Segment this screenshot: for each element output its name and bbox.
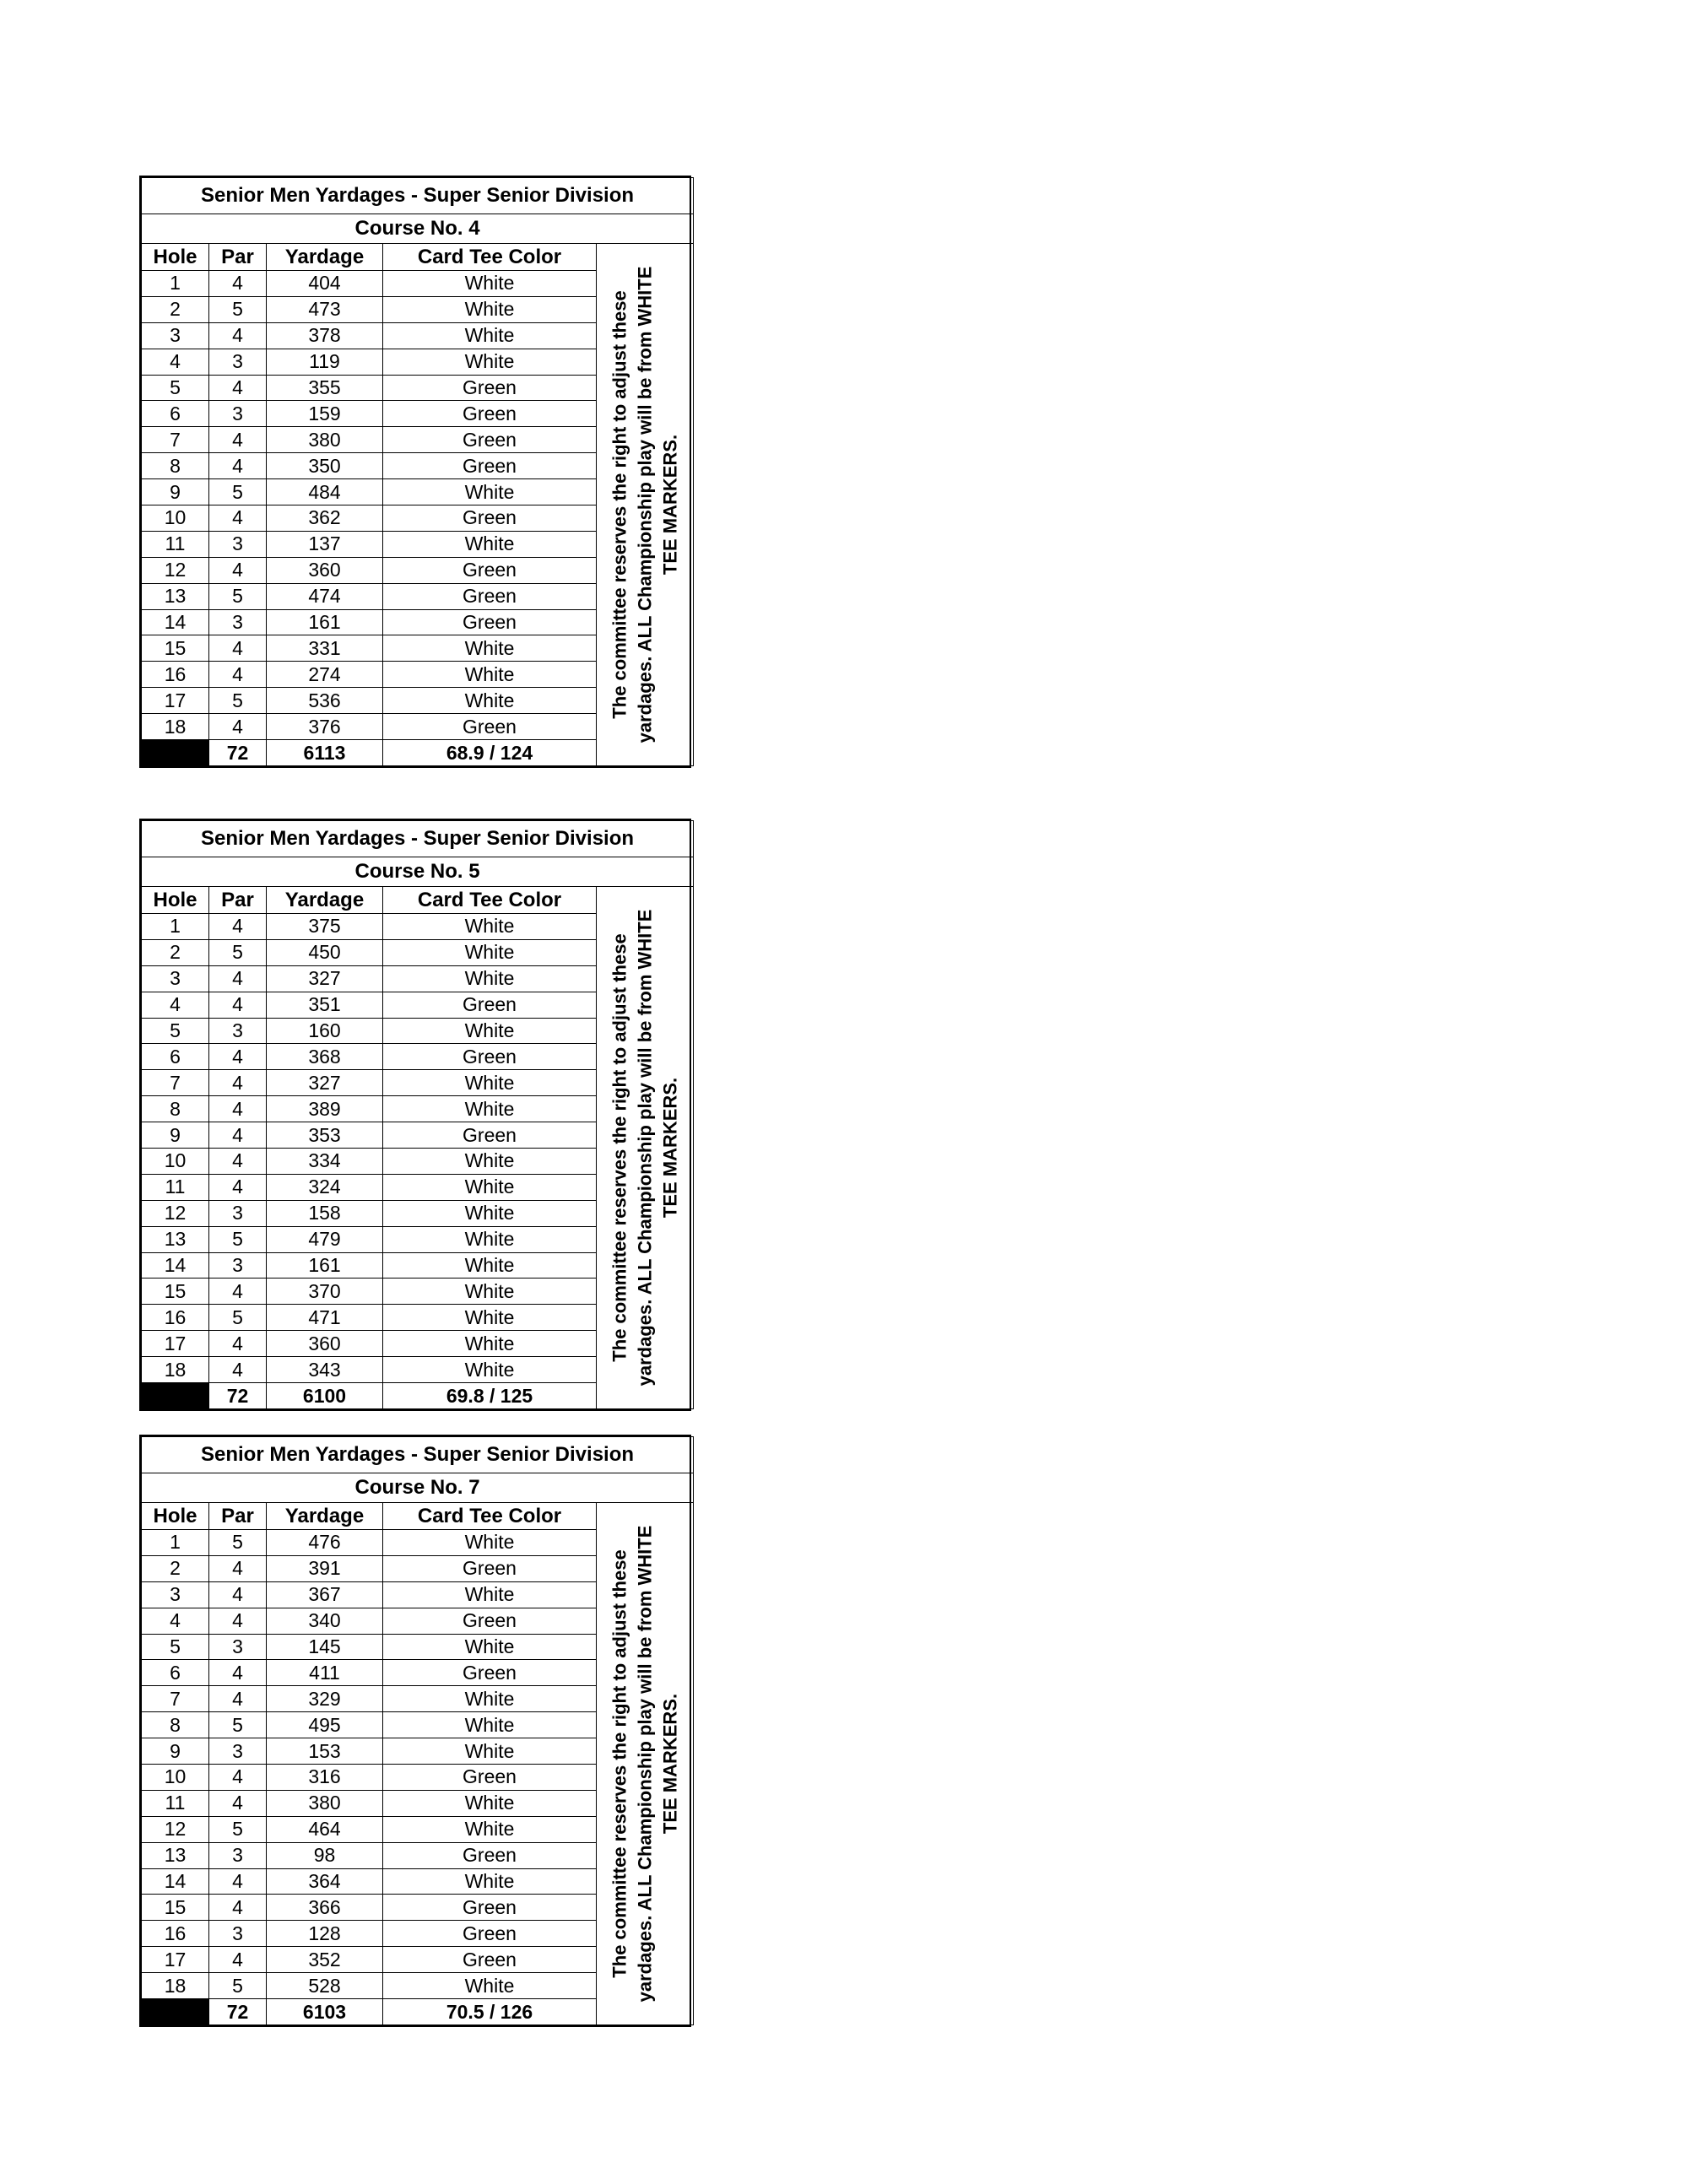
- yardage-cell: 327: [267, 1070, 383, 1096]
- tee-color-cell: Green: [383, 609, 597, 635]
- hole-cell: 16: [142, 662, 209, 688]
- committee-note-wrap: [597, 887, 693, 1408]
- card-title: Senior Men Yardages - Super Senior Division: [142, 1437, 694, 1473]
- yardage-cell: 375: [267, 914, 383, 940]
- tee-color-cell: Green: [383, 1555, 597, 1581]
- yardage-cell: 473: [267, 296, 383, 322]
- yardage-card: [139, 819, 691, 1411]
- hole-cell: 18: [142, 714, 209, 740]
- par-cell: 4: [209, 1070, 267, 1096]
- column-header-yardage: Yardage: [267, 244, 383, 271]
- tee-color-cell: White: [383, 1712, 597, 1738]
- committee-note-wrap: [597, 1503, 693, 2025]
- par-cell: 4: [209, 635, 267, 662]
- tee-color-cell: White: [383, 635, 597, 662]
- par-cell: 4: [209, 453, 267, 479]
- par-cell: 3: [209, 1018, 267, 1044]
- tee-color-cell: White: [383, 479, 597, 505]
- yardage-cell: 450: [267, 939, 383, 965]
- yardage-cell: 128: [267, 1921, 383, 1947]
- totals-blank-cell: [142, 1383, 209, 1409]
- hole-cell: 2: [142, 296, 209, 322]
- yardage-cell: 362: [267, 505, 383, 532]
- total-yardage: 6100: [267, 1383, 383, 1409]
- tee-color-cell: Green: [383, 557, 597, 583]
- hole-cell: 12: [142, 557, 209, 583]
- yardage-table: [141, 820, 694, 1409]
- hole-cell: 17: [142, 688, 209, 714]
- par-cell: 4: [209, 662, 267, 688]
- tee-color-cell: White: [383, 1331, 597, 1357]
- yardage-cell: 479: [267, 1226, 383, 1252]
- column-header-hole: Hole: [142, 1503, 209, 1530]
- par-cell: 5: [209, 296, 267, 322]
- tee-color-cell: Green: [383, 1608, 597, 1634]
- yardage-card: [139, 176, 691, 768]
- hole-cell: 12: [142, 1816, 209, 1842]
- committee-note-line: yardages. ALL Championship play will be from WHITE: [634, 909, 656, 1387]
- yardage-cell: 528: [267, 1973, 383, 1999]
- committee-note-text: [607, 1526, 683, 2003]
- tee-color-cell: White: [383, 914, 597, 940]
- hole-cell: 13: [142, 1842, 209, 1868]
- tee-color-cell: White: [383, 296, 597, 322]
- totals-blank-cell: [142, 740, 209, 766]
- tee-color-cell: White: [383, 1357, 597, 1383]
- par-cell: 4: [209, 992, 267, 1018]
- tee-color-cell: White: [383, 1816, 597, 1842]
- yardage-cell: 484: [267, 479, 383, 505]
- yardage-cell: 476: [267, 1530, 383, 1556]
- tee-color-cell: White: [383, 1279, 597, 1305]
- column-header-yardage: Yardage: [267, 1503, 383, 1530]
- hole-cell: 6: [142, 401, 209, 427]
- card-title: Senior Men Yardages - Super Senior Division: [142, 178, 694, 214]
- tee-color-cell: White: [383, 1096, 597, 1122]
- par-cell: 5: [209, 1816, 267, 1842]
- par-cell: 5: [209, 1226, 267, 1252]
- yardage-cell: 364: [267, 1868, 383, 1895]
- yardage-cell: 98: [267, 1842, 383, 1868]
- hole-cell: 4: [142, 992, 209, 1018]
- hole-cell: 11: [142, 531, 209, 557]
- yardage-cell: 351: [267, 992, 383, 1018]
- committee-note-wrap: [597, 244, 693, 765]
- tee-color-cell: White: [383, 1868, 597, 1895]
- tee-color-cell: White: [383, 1973, 597, 1999]
- par-cell: 4: [209, 1790, 267, 1816]
- par-cell: 4: [209, 1279, 267, 1305]
- yardage-cell: 355: [267, 375, 383, 401]
- yardage-cell: 495: [267, 1712, 383, 1738]
- tee-color-cell: White: [383, 1018, 597, 1044]
- column-header-hole: Hole: [142, 887, 209, 914]
- yardage-cell: 380: [267, 427, 383, 453]
- par-cell: 4: [209, 505, 267, 532]
- column-header-yardage: Yardage: [267, 887, 383, 914]
- yardage-cell: 161: [267, 609, 383, 635]
- yardage-cell: 137: [267, 531, 383, 557]
- yardage-cell: 274: [267, 662, 383, 688]
- par-cell: 4: [209, 1122, 267, 1149]
- yardage-cell: 411: [267, 1660, 383, 1686]
- par-cell: 4: [209, 1608, 267, 1634]
- par-cell: 4: [209, 375, 267, 401]
- par-cell: 5: [209, 1305, 267, 1331]
- tee-color-cell: White: [383, 1226, 597, 1252]
- hole-cell: 3: [142, 1581, 209, 1608]
- tee-color-cell: White: [383, 688, 597, 714]
- hole-cell: 9: [142, 479, 209, 505]
- tee-color-cell: White: [383, 1252, 597, 1279]
- par-cell: 5: [209, 1973, 267, 1999]
- column-header-par: Par: [209, 1503, 267, 1530]
- tee-color-cell: White: [383, 1070, 597, 1096]
- course-rating-slope: 70.5 / 126: [383, 1999, 597, 2025]
- yardage-cell: 389: [267, 1096, 383, 1122]
- par-cell: 4: [209, 1357, 267, 1383]
- par-cell: 4: [209, 1686, 267, 1712]
- yardage-cell: 350: [267, 453, 383, 479]
- column-header-tee-color: Card Tee Color: [383, 887, 597, 914]
- tee-color-cell: Green: [383, 583, 597, 609]
- hole-cell: 5: [142, 1634, 209, 1660]
- par-cell: 4: [209, 427, 267, 453]
- committee-note-line: TEE MARKERS.: [659, 1077, 681, 1219]
- committee-note-line: The committee reserves the right to adjust these: [609, 1549, 630, 1978]
- par-cell: 4: [209, 714, 267, 740]
- par-cell: 3: [209, 531, 267, 557]
- hole-cell: 18: [142, 1357, 209, 1383]
- yardage-cell: 119: [267, 349, 383, 375]
- yardage-card: [139, 1435, 691, 2027]
- tee-color-cell: White: [383, 1174, 597, 1200]
- committee-note-line: The committee reserves the right to adjust these: [609, 290, 630, 719]
- hole-cell: 11: [142, 1174, 209, 1200]
- yardage-cell: 367: [267, 1581, 383, 1608]
- yardage-table: [141, 1436, 694, 2025]
- hole-cell: 17: [142, 1947, 209, 1973]
- committee-note-text: [607, 267, 683, 743]
- hole-cell: 8: [142, 1096, 209, 1122]
- hole-cell: 12: [142, 1200, 209, 1226]
- committee-note: [597, 1503, 694, 2025]
- tee-color-cell: White: [383, 1149, 597, 1175]
- course-rating-slope: 69.8 / 125: [383, 1383, 597, 1409]
- par-cell: 3: [209, 1634, 267, 1660]
- hole-cell: 4: [142, 1608, 209, 1634]
- par-cell: 4: [209, 1660, 267, 1686]
- par-cell: 4: [209, 1868, 267, 1895]
- tee-color-cell: White: [383, 662, 597, 688]
- yardage-cell: 343: [267, 1357, 383, 1383]
- par-cell: 4: [209, 1947, 267, 1973]
- yardage-cell: 352: [267, 1947, 383, 1973]
- hole-cell: 6: [142, 1660, 209, 1686]
- yardage-cell: 380: [267, 1790, 383, 1816]
- column-header-par: Par: [209, 887, 267, 914]
- par-cell: 4: [209, 322, 267, 349]
- hole-cell: 13: [142, 583, 209, 609]
- hole-cell: 16: [142, 1305, 209, 1331]
- tee-color-cell: Green: [383, 1947, 597, 1973]
- par-cell: 3: [209, 401, 267, 427]
- yardage-cell: 370: [267, 1279, 383, 1305]
- column-header-tee-color: Card Tee Color: [383, 1503, 597, 1530]
- tee-color-cell: White: [383, 1790, 597, 1816]
- course-number: Course No. 7: [142, 1473, 694, 1503]
- tee-color-cell: Green: [383, 1765, 597, 1791]
- hole-cell: 4: [142, 349, 209, 375]
- total-yardage: 6113: [267, 740, 383, 766]
- yardage-cell: 536: [267, 688, 383, 714]
- tee-color-cell: Green: [383, 427, 597, 453]
- par-cell: 4: [209, 914, 267, 940]
- tee-color-cell: White: [383, 939, 597, 965]
- par-cell: 5: [209, 479, 267, 505]
- par-cell: 3: [209, 609, 267, 635]
- yardage-cell: 378: [267, 322, 383, 349]
- column-header-hole: Hole: [142, 244, 209, 271]
- par-cell: 5: [209, 1530, 267, 1556]
- hole-cell: 10: [142, 1765, 209, 1791]
- par-cell: 4: [209, 1044, 267, 1070]
- yardage-cell: 161: [267, 1252, 383, 1279]
- tee-color-cell: Green: [383, 1122, 597, 1149]
- hole-cell: 5: [142, 1018, 209, 1044]
- committee-note-line: The committee reserves the right to adjust these: [609, 933, 630, 1362]
- par-cell: 5: [209, 939, 267, 965]
- card-title: Senior Men Yardages - Super Senior Division: [142, 821, 694, 857]
- par-cell: 5: [209, 583, 267, 609]
- par-cell: 4: [209, 1555, 267, 1581]
- hole-cell: 2: [142, 1555, 209, 1581]
- committee-note-text: [607, 910, 683, 1387]
- committee-note: [597, 244, 694, 766]
- tee-color-cell: Green: [383, 1660, 597, 1686]
- tee-color-cell: White: [383, 271, 597, 297]
- hole-cell: 6: [142, 1044, 209, 1070]
- tee-color-cell: Green: [383, 1895, 597, 1921]
- committee-note: [597, 887, 694, 1409]
- par-cell: 4: [209, 1096, 267, 1122]
- par-cell: 4: [209, 1331, 267, 1357]
- hole-cell: 14: [142, 1868, 209, 1895]
- hole-cell: 15: [142, 635, 209, 662]
- tee-color-cell: White: [383, 322, 597, 349]
- yardage-cell: 331: [267, 635, 383, 662]
- yardage-cell: 145: [267, 1634, 383, 1660]
- yardage-cell: 329: [267, 1686, 383, 1712]
- hole-cell: 1: [142, 271, 209, 297]
- hole-cell: 1: [142, 1530, 209, 1556]
- yardage-cell: 376: [267, 714, 383, 740]
- par-cell: 3: [209, 1200, 267, 1226]
- tee-color-cell: White: [383, 349, 597, 375]
- column-header-tee-color: Card Tee Color: [383, 244, 597, 271]
- tee-color-cell: White: [383, 1634, 597, 1660]
- hole-cell: 14: [142, 1252, 209, 1279]
- hole-cell: 16: [142, 1921, 209, 1947]
- yardage-cell: 404: [267, 271, 383, 297]
- column-header-par: Par: [209, 244, 267, 271]
- yardage-cell: 324: [267, 1174, 383, 1200]
- yardage-cell: 471: [267, 1305, 383, 1331]
- hole-cell: 15: [142, 1279, 209, 1305]
- total-par: 72: [209, 1383, 267, 1409]
- hole-cell: 15: [142, 1895, 209, 1921]
- hole-cell: 10: [142, 505, 209, 532]
- par-cell: 3: [209, 1842, 267, 1868]
- hole-cell: 17: [142, 1331, 209, 1357]
- hole-cell: 5: [142, 375, 209, 401]
- yardage-cell: 474: [267, 583, 383, 609]
- hole-cell: 18: [142, 1973, 209, 1999]
- par-cell: 4: [209, 965, 267, 992]
- total-par: 72: [209, 1999, 267, 2025]
- committee-note-line: yardages. ALL Championship play will be from WHITE: [634, 1525, 656, 2003]
- tee-color-cell: Green: [383, 1921, 597, 1947]
- par-cell: 5: [209, 688, 267, 714]
- yardage-cell: 340: [267, 1608, 383, 1634]
- par-cell: 3: [209, 349, 267, 375]
- par-cell: 4: [209, 557, 267, 583]
- tee-color-cell: Green: [383, 1842, 597, 1868]
- yardage-cell: 464: [267, 1816, 383, 1842]
- tee-color-cell: White: [383, 965, 597, 992]
- yardage-cell: 368: [267, 1044, 383, 1070]
- tee-color-cell: White: [383, 1738, 597, 1765]
- hole-cell: 10: [142, 1149, 209, 1175]
- tee-color-cell: Green: [383, 992, 597, 1018]
- yardage-cell: 160: [267, 1018, 383, 1044]
- par-cell: 4: [209, 1765, 267, 1791]
- yardage-cell: 158: [267, 1200, 383, 1226]
- hole-cell: 7: [142, 427, 209, 453]
- yardage-cell: 360: [267, 557, 383, 583]
- totals-blank-cell: [142, 1999, 209, 2025]
- yardage-cell: 391: [267, 1555, 383, 1581]
- tee-color-cell: White: [383, 1200, 597, 1226]
- hole-cell: 7: [142, 1070, 209, 1096]
- yardage-cell: 316: [267, 1765, 383, 1791]
- tee-color-cell: Green: [383, 1044, 597, 1070]
- par-cell: 4: [209, 1174, 267, 1200]
- tee-color-cell: White: [383, 1305, 597, 1331]
- tee-color-cell: White: [383, 1530, 597, 1556]
- tee-color-cell: Green: [383, 375, 597, 401]
- hole-cell: 8: [142, 453, 209, 479]
- course-rating-slope: 68.9 / 124: [383, 740, 597, 766]
- hole-cell: 7: [142, 1686, 209, 1712]
- tee-color-cell: Green: [383, 505, 597, 532]
- tee-color-cell: White: [383, 1581, 597, 1608]
- course-number: Course No. 4: [142, 214, 694, 244]
- par-cell: 3: [209, 1921, 267, 1947]
- tee-color-cell: White: [383, 1686, 597, 1712]
- par-cell: 4: [209, 1895, 267, 1921]
- hole-cell: 14: [142, 609, 209, 635]
- par-cell: 4: [209, 271, 267, 297]
- yardage-cell: 366: [267, 1895, 383, 1921]
- yardage-cell: 334: [267, 1149, 383, 1175]
- yardage-cell: 153: [267, 1738, 383, 1765]
- yardage-cell: 353: [267, 1122, 383, 1149]
- hole-cell: 1: [142, 914, 209, 940]
- par-cell: 3: [209, 1738, 267, 1765]
- committee-note-line: TEE MARKERS.: [659, 1693, 681, 1835]
- yardage-cell: 327: [267, 965, 383, 992]
- course-number: Course No. 5: [142, 857, 694, 887]
- hole-cell: 2: [142, 939, 209, 965]
- tee-color-cell: White: [383, 531, 597, 557]
- total-yardage: 6103: [267, 1999, 383, 2025]
- yardage-cell: 159: [267, 401, 383, 427]
- tee-color-cell: Green: [383, 401, 597, 427]
- par-cell: 5: [209, 1712, 267, 1738]
- hole-cell: 11: [142, 1790, 209, 1816]
- hole-cell: 3: [142, 322, 209, 349]
- yardage-table: [141, 177, 694, 766]
- committee-note-line: TEE MARKERS.: [659, 434, 681, 576]
- total-par: 72: [209, 740, 267, 766]
- committee-note-line: yardages. ALL Championship play will be from WHITE: [634, 266, 656, 743]
- par-cell: 3: [209, 1252, 267, 1279]
- yardage-cell: 360: [267, 1331, 383, 1357]
- tee-color-cell: Green: [383, 453, 597, 479]
- hole-cell: 9: [142, 1122, 209, 1149]
- hole-cell: 3: [142, 965, 209, 992]
- hole-cell: 13: [142, 1226, 209, 1252]
- tee-color-cell: Green: [383, 714, 597, 740]
- par-cell: 4: [209, 1581, 267, 1608]
- hole-cell: 8: [142, 1712, 209, 1738]
- par-cell: 4: [209, 1149, 267, 1175]
- hole-cell: 9: [142, 1738, 209, 1765]
